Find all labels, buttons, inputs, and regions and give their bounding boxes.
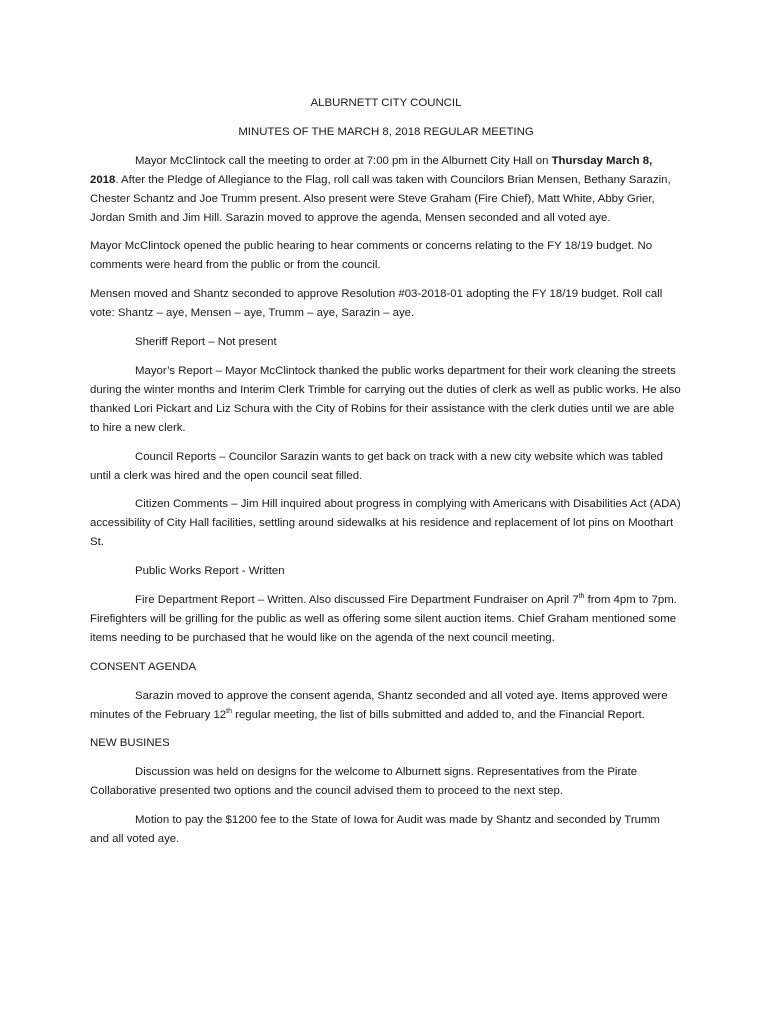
meeting-date: Thursday March 8, 2018 (90, 154, 653, 186)
public-hearing-paragraph: Mayor McClintock opened the public hearing to hear comments or concerns relating to the FY 18/19 budget. No comments were heard from the public or from the council. (90, 240, 653, 272)
opening-text-continued: . After the Pledge of Allegiance to the Flag, roll call was taken with Councilors Brian Mensen, Bethany Sarazin, Chester Schantz and Joe Trumm present. Also present were Steve Graham (Fire Chief), Matt White, Abby Grier, Jordan Smith and Jim Hill. Sarazin moved to approve the agenda, Mensen seconded and all voted aye. (90, 173, 671, 224)
council-reports: Council Reports – Councilor Sarazin wants to get back on track with a new city website which was tabled until a clerk was hired and the open council seat filled. (90, 450, 664, 482)
citizen-comments: Citizen Comments – Jim Hill inquired about progress in complying with Americans with Disabilities Act (ADA) accessibility of City Hall facilities, settling around sidewalks at his residence and replacement of lot pins on Moothart St. (90, 498, 681, 549)
new-business-heading: NEW BUSINES (90, 737, 170, 750)
fire-department-report (90, 591, 682, 648)
audit-motion-paragraph: Motion to pay the $1200 fee to the State of Iowa for Audit was made by Shantz and seconded by Trumm and all voted aye. (90, 814, 660, 846)
council-title: ALBURNETT CITY COUNCIL (310, 97, 462, 109)
consent-agenda-heading: CONSENT AGENDA (90, 660, 197, 673)
fire-report-text-continued: from 4pm to 7pm. Firefighters will be grilling for the public as well as offering some silent auction items. Chief Graham mentioned some items needing to be purchased that he would like on the agenda of the next council meeting. (90, 594, 677, 644)
public-works-report: Public Works Report - Written (135, 565, 285, 578)
consent-text-continued: regular meeting, the list of bills submitted and added to, and the Financial Report. (231, 708, 645, 721)
ordinal-suffix: th (226, 707, 232, 715)
consent-agenda-paragraph (90, 687, 682, 725)
minutes-document (90, 94, 682, 859)
sheriff-report: Sheriff Report – Not present (135, 336, 277, 349)
opening-text: Mayor McClintock call the meeting to order at 7:00 pm in the Alburnett City Hall on (135, 154, 552, 167)
fire-report-text: Fire Department Report – Written. Also discussed Fire Department Fundraiser on April 7 (135, 594, 579, 607)
welcome-signs-paragraph: Discussion was held on designs for the welcome to Alburnett signs. Representatives from the Pirate Collaborative presented two options and the council advised them to proceed to the next step. (90, 766, 638, 798)
ordinal-suffix: th (578, 593, 585, 601)
consent-text: Sarazin moved to approve the consent agenda, Shantz seconded and all voted aye. Items approved were minutes of the February 12 (90, 689, 668, 721)
minutes-title: MINUTES OF THE MARCH 8, 2018 REGULAR MEETING (238, 125, 534, 138)
resolution-paragraph: Mensen moved and Shantz seconded to approve Resolution #03-2018-01 adopting the FY 18/19 budget. Roll call vote: Shantz – aye, Mensen – aye, Trumm – aye, Sarazin – aye. (90, 288, 663, 320)
mayors-report: Mayor’s Report – Mayor McClintock thanked the public works department for their work cleaning the streets during the winter months and Interim Clerk Trimble for carrying out the duties of clerk as well as public works. He also thanked Lori Pickart and Liz Schura with the City of Robins for their assistance with the clerk duties until we are able to hire a new clerk. (90, 364, 681, 434)
opening-paragraph (90, 152, 682, 228)
